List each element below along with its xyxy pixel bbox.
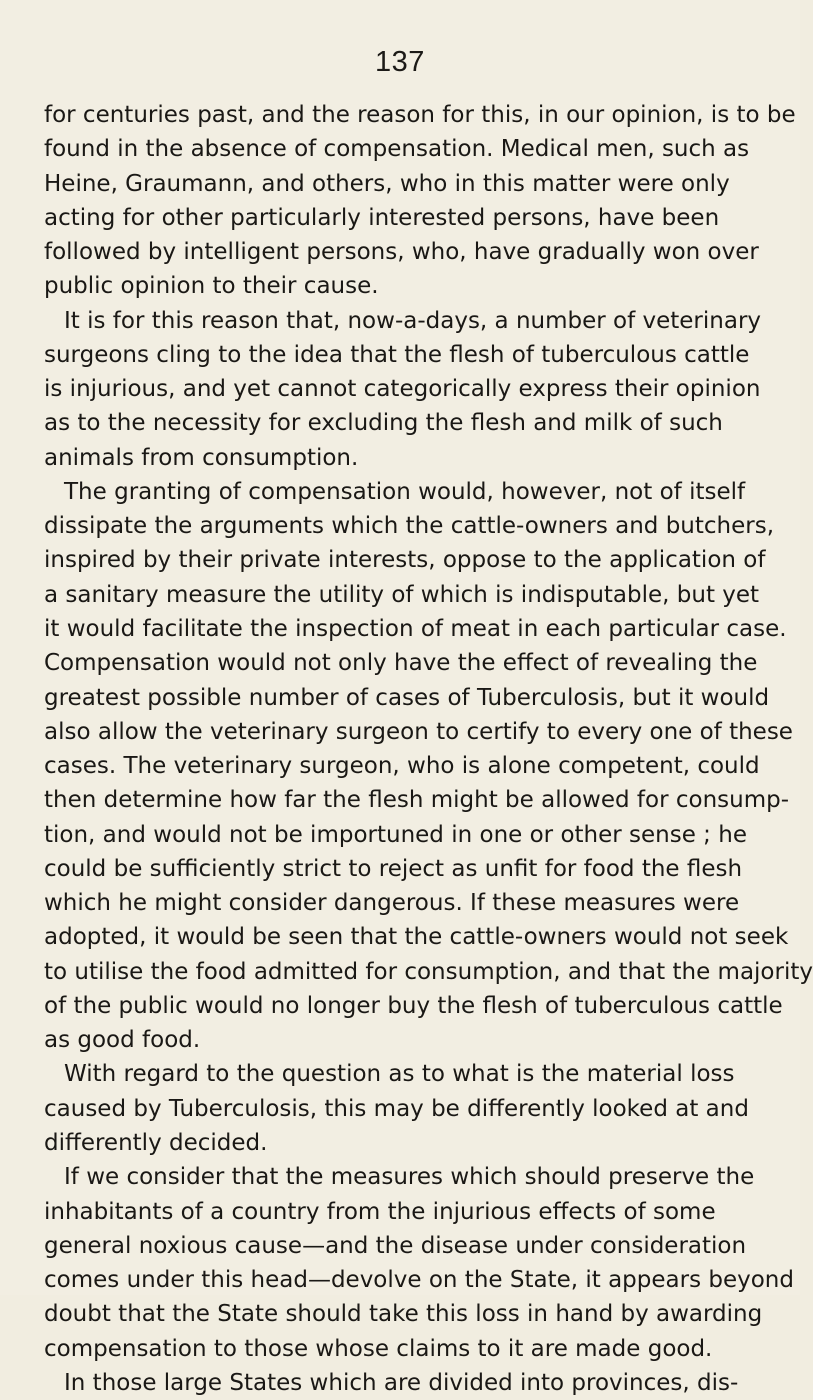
page-number: 137 (375, 46, 425, 78)
text-line: In those large States which are divided into provinces, dis- (64, 1369, 739, 1396)
text-line: a sanitary measure the utility of which is indisputable, but yet (44, 581, 760, 608)
text-line: to utilise the food admitted for consumption, and that the majority (44, 958, 813, 985)
text-line: differently decided. (44, 1129, 268, 1156)
text-line: greatest possible number of cases of Tuberculosis, but it would (44, 684, 770, 711)
text-line: compensation to those whose claims to it are made good. (44, 1335, 713, 1362)
text-line: for centuries past, and the reason for this, in our opinion, is to be (44, 102, 796, 128)
text-line: followed by intelligent persons, who, have gradually won over (44, 239, 759, 266)
text-line: as good food. (44, 1027, 201, 1054)
text-line: tion, and would not be importuned in one or other sense ; he (44, 821, 747, 848)
text-line: then determine how far the flesh might be allowed for consump- (44, 787, 790, 814)
text-line: It is for this reason that, now-a-days, a number of veterinary (64, 307, 762, 334)
text-line: dissipate the arguments which the cattle-owners and butchers, (44, 513, 775, 540)
text-line: adopted, it would be seen that the cattle-owners would not seek (44, 924, 789, 951)
text-line: public opinion to their cause. (44, 273, 379, 300)
text-line: comes under this head—devolve on the State, it appears beyond (44, 1267, 794, 1294)
text-line: With regard to the question as to what is the material loss (64, 1061, 735, 1088)
text-line: also allow the veterinary surgeon to certify to every one of these (44, 718, 793, 745)
text-line: as to the necessity for excluding the flesh and milk of such (44, 410, 723, 437)
text-line: Heine, Graumann, and others, who in this matter were only (44, 170, 730, 197)
text-line: The granting of compensation would, however, not of itself (64, 478, 746, 505)
text-line: is injurious, and yet cannot categorically express their opinion (44, 376, 761, 403)
text-line: general noxious cause—and the disease under consideration (44, 1232, 747, 1259)
text-line: inhabitants of a country from the injurious effects of some (44, 1198, 716, 1225)
text-line: cases. The veterinary surgeon, who is alone competent, could (44, 753, 760, 780)
body-text (44, 98, 813, 1400)
text-line: of the public would no longer buy the flesh of tuberculous cattle (44, 992, 783, 1019)
text-line: If we consider that the measures which should preserve the (64, 1164, 755, 1191)
text-line: inspired by their private interests, oppose to the application of (44, 547, 766, 574)
text-line: animals from consumption. (44, 444, 359, 471)
text-line: it would facilitate the inspection of meat in each particular case. (44, 615, 787, 642)
text-line: Compensation would not only have the effect of revealing the (44, 650, 758, 677)
text-line: could be sufficiently strict to reject as unfit for food the flesh (44, 855, 743, 882)
text-line: caused by Tuberculosis, this may be differently looked at and (44, 1095, 749, 1122)
text-line: doubt that the State should take this loss in hand by awarding (44, 1301, 763, 1328)
text-line: found in the absence of compensation. Medical men, such as (44, 136, 750, 163)
text-line: acting for other particularly interested persons, have been (44, 204, 720, 231)
text-line: surgeons cling to the idea that the flesh of tuberculous cattle (44, 341, 750, 368)
text-line: which he might consider dangerous. If these measures were (44, 890, 740, 917)
